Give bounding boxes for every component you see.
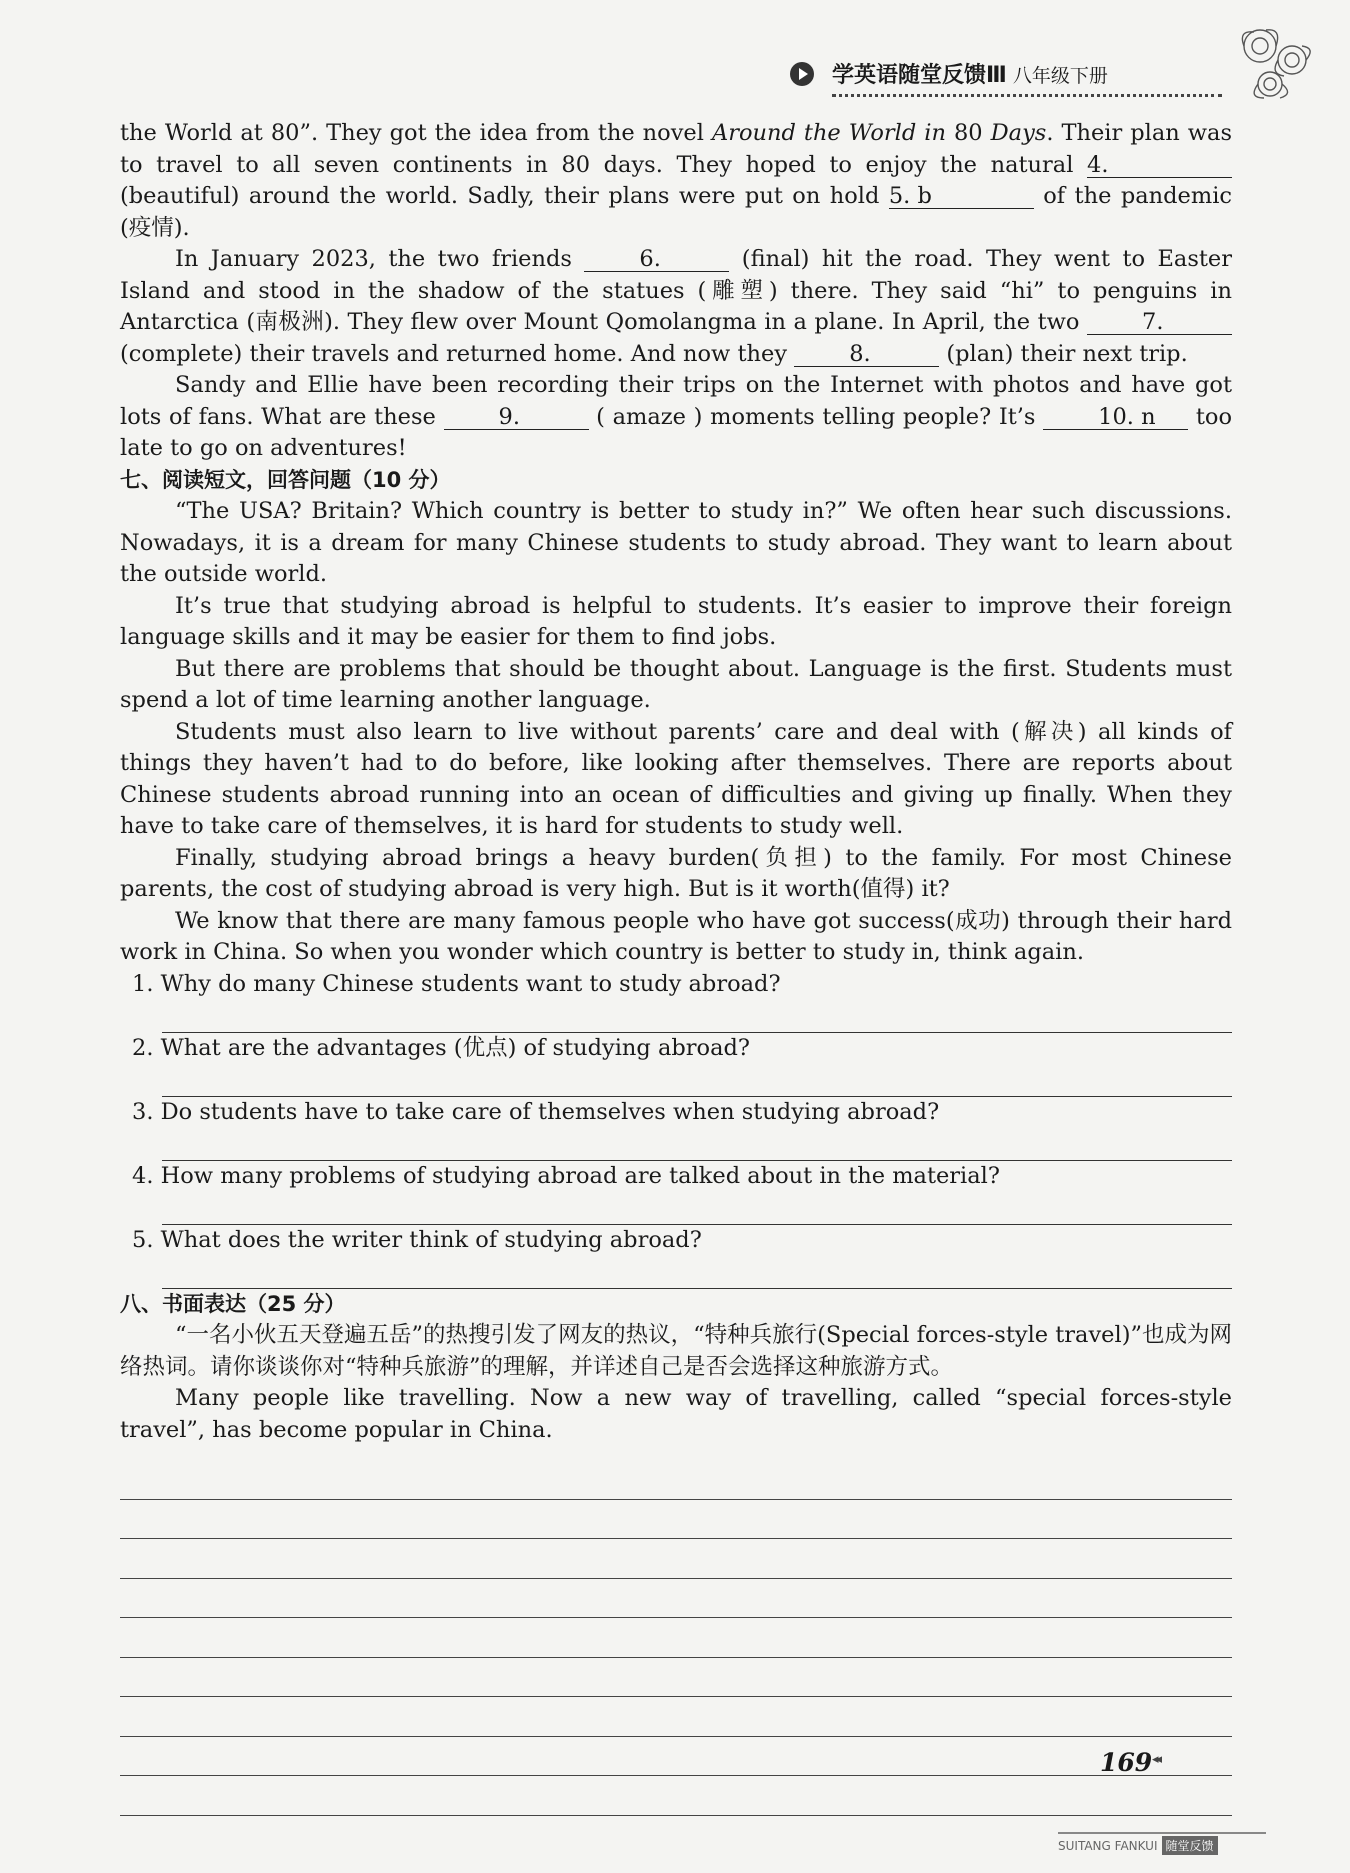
page-header — [790, 56, 1230, 106]
double-arrow-icon: ◂◂ — [1152, 1752, 1160, 1767]
writing-area[interactable] — [120, 1460, 1232, 1816]
novel-title: Around the World in — [711, 120, 946, 146]
text-run: . Their plan was to travel to all seven continents in 80 days. They hoped to enjoy the natural — [120, 120, 1232, 178]
text-run: the World at 80”. They got the idea from the novel — [120, 120, 712, 146]
footer-brand — [1058, 1832, 1266, 1860]
blank-10[interactable]: 10. n — [1043, 405, 1188, 430]
writing-prompt: “一名小伙五天登遍五岳”的热搜引发了网友的热议，“特种兵旅行(Special forces-style travel)”也成为网络热词。请你谈谈你对“特种兵旅游”的理解，并详述自己是否会选择这种旅游方式。 — [120, 1322, 1232, 1380]
answer-line-2[interactable] — [162, 1064, 1232, 1097]
text-run: (complete) their travels and returned home. And now they — [120, 340, 795, 367]
writing-line[interactable] — [120, 1776, 1232, 1816]
writing-line[interactable] — [120, 1697, 1232, 1737]
writing-line[interactable] — [120, 1658, 1232, 1698]
reading-paragraph: We know that there are many famous people who have got success(成功) through their hard work in China. So when you wonder which country is better to study in, think again. — [120, 907, 1232, 965]
blank-5[interactable]: 5. b — [889, 184, 1034, 209]
reading-paragraph: But there are problems that should be thought about. Language is the first. Students must spend a lot of time learning another language. — [120, 655, 1232, 713]
writing-line[interactable] — [120, 1539, 1232, 1579]
text-run: too late to go on adventures! — [120, 403, 1232, 461]
text-run: (plan) their next trip. — [939, 340, 1188, 367]
writing-starter: Many people like travelling. Now a new way of travelling, called “special forces-style travel”, has become popular in China. — [120, 1385, 1232, 1443]
question-1: 1. Why do many Chinese students want to study abroad? — [132, 970, 781, 997]
reading-paragraph: Finally, studying abroad brings a heavy burden(负担) to the family. For most Chinese parents, the cost of studying abroad is very high. But is it worth(值得) it? — [120, 844, 1232, 902]
question-2: 2. What are the advantages (优点) of studying abroad? — [132, 1034, 750, 1061]
text-run: (final) hit the road. They went to Easter Island and stood in the shadow of the statues (雕塑) there. They said “hi” to penguins in Antarctica (南极洲). They flew over Mount Qomolangma in a plane. In April, the two — [120, 246, 1233, 335]
cloze-paragraph-1 — [120, 118, 1232, 244]
reading-paragraph: Students must also learn to live without parents’ care and deal with (解决) all kinds of things they haven’t had to do before, like looking after themselves. There are reports about Chinese students abroad running into an ocean of difficulties and giving up finally. When they have to take care of themselves, it is hard for students to study well. — [120, 718, 1232, 839]
brand-chinese: 随堂反馈 — [1162, 1836, 1218, 1855]
flower-decoration-icon — [1230, 18, 1322, 110]
writing-line[interactable] — [120, 1460, 1232, 1500]
reading-paragraph: “The USA? Britain? Which country is better to study in?” We often hear such discussions. Nowadays, it is a dream for many Chinese students to study abroad. They want to learn about the outside world. — [120, 498, 1232, 587]
text-run: In January 2023, the two friends — [175, 246, 585, 272]
writing-line[interactable] — [120, 1500, 1232, 1540]
cloze-paragraph-3 — [120, 370, 1232, 465]
text-run: Sandy and Ellie have been recording their trips on the Internet with photos and have got lots of fans. What are these — [120, 372, 1232, 430]
blank-6[interactable]: 6. — [584, 247, 729, 272]
novel-title-end: Days — [990, 120, 1047, 146]
question-3: 3. Do students have to take care of themselves when studying abroad? — [132, 1098, 940, 1125]
text-run: (beautiful) around the world. Sadly, their plans were put on hold — [120, 183, 889, 209]
answer-line-1[interactable] — [162, 1000, 1232, 1033]
question-5: 5. What does the writer think of studying abroad? — [132, 1226, 702, 1253]
worksheet-body — [120, 118, 1232, 1816]
text-run: of the pandemic (疫情). — [120, 183, 1232, 241]
writing-line[interactable] — [120, 1579, 1232, 1619]
brand-english: SUITANG FANKUI — [1058, 1839, 1158, 1853]
answer-line-5[interactable] — [162, 1256, 1232, 1289]
book-grade: 八年级下册 — [1012, 65, 1108, 87]
header-dotted-rule — [832, 94, 1222, 97]
text-run: ( amaze ) moments telling people? It’s — [588, 403, 1044, 430]
text-run: 80 — [945, 120, 991, 146]
question-4: 4. How many problems of studying abroad are talked about in the material? — [132, 1162, 1000, 1189]
blank-8[interactable]: 8. — [794, 342, 939, 367]
book-title — [832, 58, 1108, 89]
section-7-title: 七、阅读短文，回答问题（10 分） — [120, 467, 451, 492]
answer-line-4[interactable] — [162, 1192, 1232, 1225]
writing-line[interactable] — [120, 1618, 1232, 1658]
blank-7[interactable]: 7. — [1087, 310, 1232, 335]
blank-4[interactable]: 4. — [1087, 153, 1232, 178]
play-circle-icon — [790, 62, 814, 86]
page-number: 169 — [1100, 1748, 1153, 1777]
book-title-text: 学英语随堂反馈Ⅲ — [832, 63, 1007, 88]
cloze-paragraph-2 — [120, 244, 1232, 370]
answer-line-3[interactable] — [162, 1128, 1232, 1161]
reading-paragraph: It’s true that studying abroad is helpful to students. It’s easier to improve their foreign language skills and it may be easier for them to find jobs. — [120, 592, 1232, 650]
section-8-title: 八、书面表达（25 分） — [120, 1291, 346, 1316]
blank-9[interactable]: 9. — [444, 405, 589, 430]
writing-line[interactable] — [120, 1737, 1232, 1777]
